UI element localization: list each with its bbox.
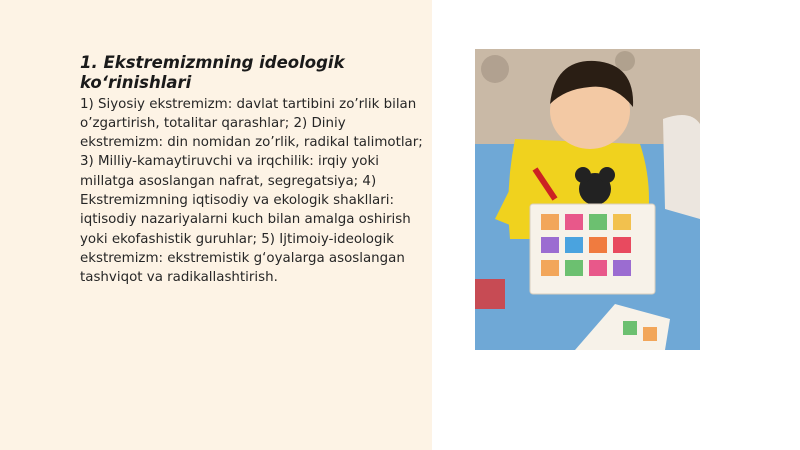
slide-content <box>80 53 425 288</box>
puzzle-piece <box>643 327 657 341</box>
puzzle-piece <box>613 214 631 230</box>
puzzle-piece <box>565 214 583 230</box>
puzzle-piece <box>541 214 559 230</box>
puzzle-piece <box>565 260 583 276</box>
slide-heading: 1. Ekstremizmning ideologik ko‘rinishlari <box>80 53 345 92</box>
side-person <box>663 115 700 219</box>
puzzle-piece <box>613 237 631 253</box>
child-puzzle-photo <box>475 49 700 350</box>
floor-pattern <box>615 51 635 71</box>
puzzle-piece <box>623 321 637 335</box>
shirt-print <box>599 167 615 183</box>
puzzle-piece <box>565 237 583 253</box>
puzzle-piece <box>541 260 559 276</box>
floor-pattern <box>481 55 509 83</box>
shirt-print <box>575 167 591 183</box>
puzzle-piece <box>589 214 607 230</box>
slide-body-text: 1) Siyosiy ekstremizm: davlat tartibini zo’rlik bilan o’zgartirish, totalitar qarashlar; 2) Diniy ekstremizm: din nomidan zo’rlik, radikal talimotlar; 3) Milliy-kamaytiruvchi va irqchilik: irqiy yoki millatga asoslangan nafrat, segregatsiya; 4) Ekstremizmning iqtisodiy va ekologik shakllari: iqtisodiy nazariyalarni kuch bilan amalga oshirish yoki ekofashistik guruhlar; 5) Ijtimoiy-ideologik ekstremizm: ekstremistik g‘oyalarga asoslangan tashviqot va radikallashtirish. <box>80 96 423 286</box>
puzzle-piece <box>589 260 607 276</box>
photo-illustration <box>475 49 700 350</box>
puzzle-piece <box>541 237 559 253</box>
puzzle-piece <box>613 260 631 276</box>
puzzle-piece <box>589 237 607 253</box>
red-toy <box>475 279 505 309</box>
